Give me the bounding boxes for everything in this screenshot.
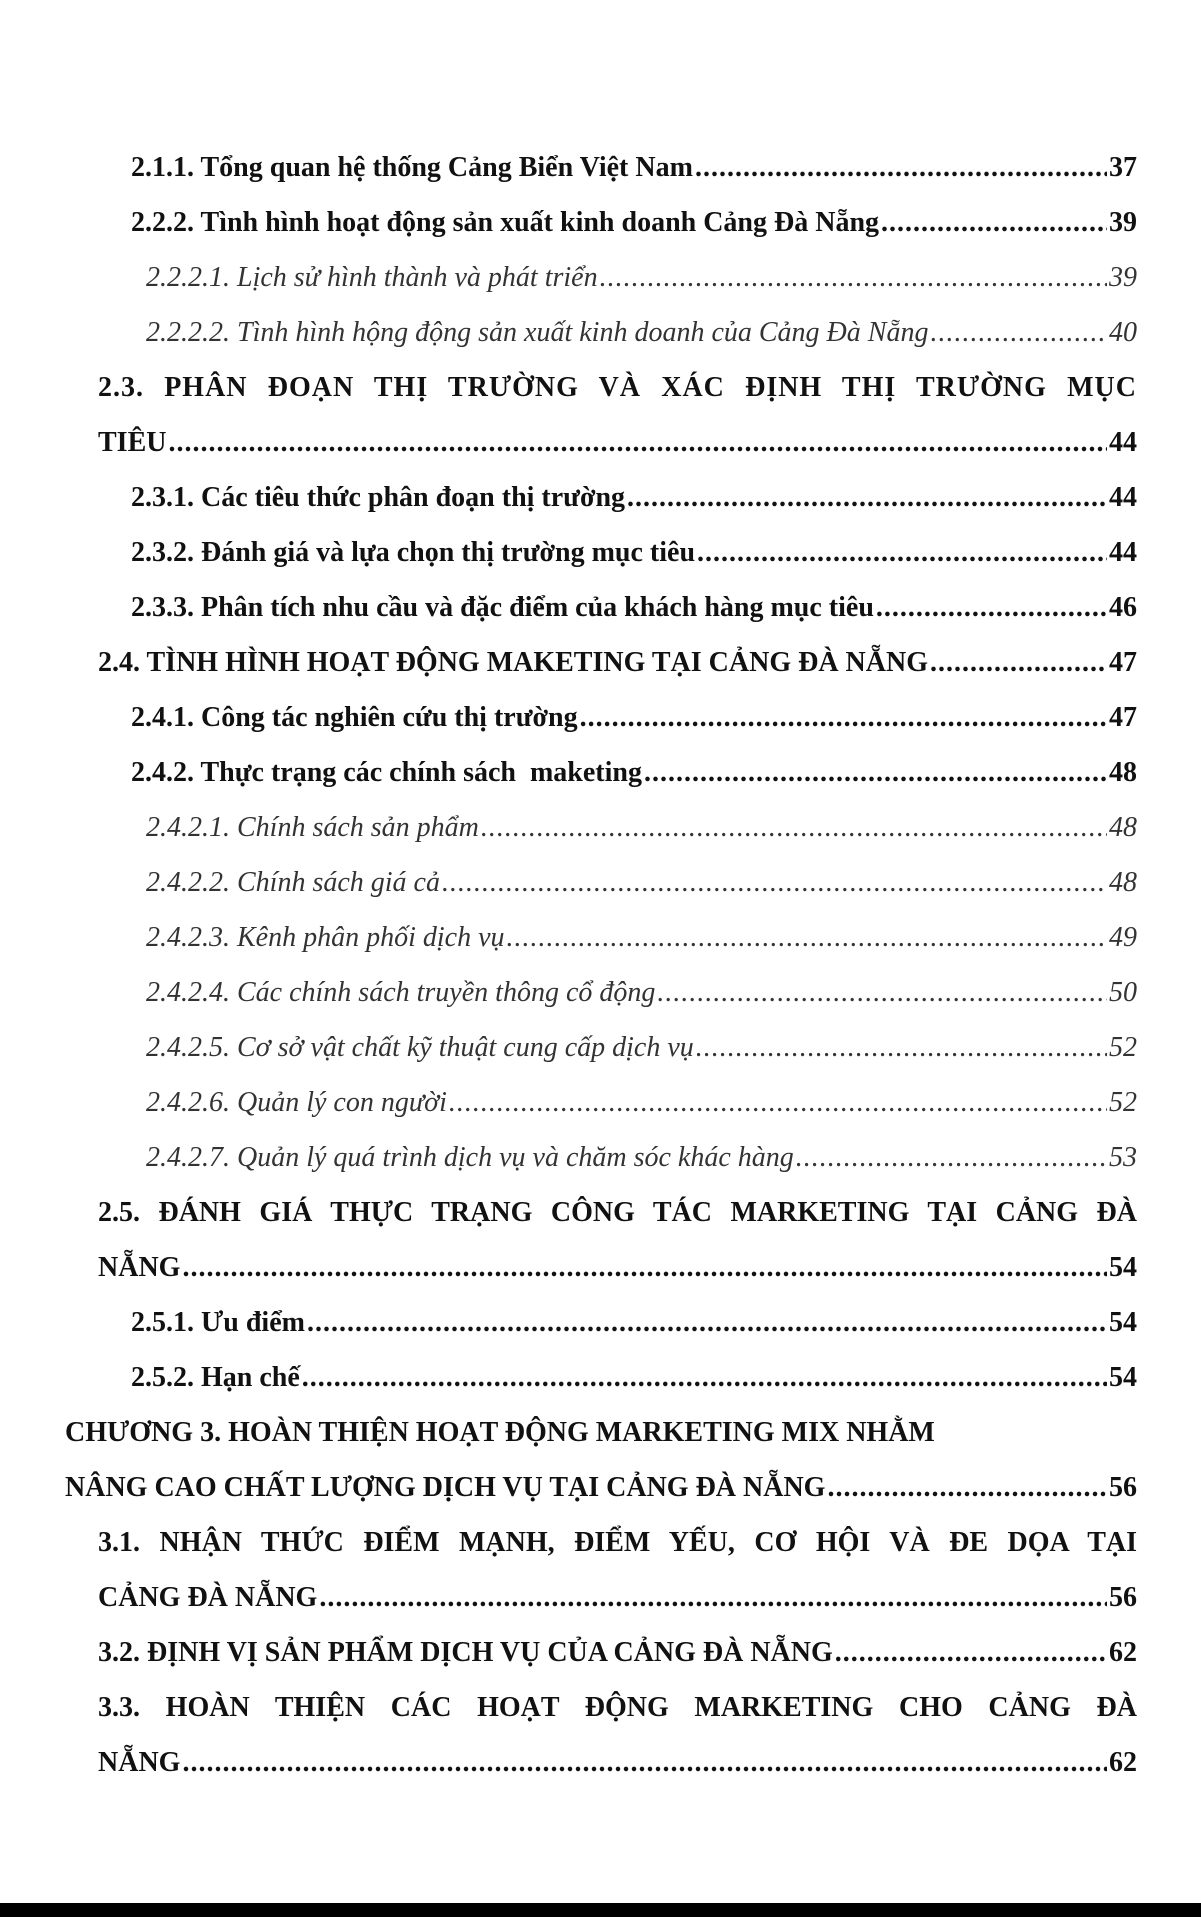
toc-entry-title: NẴNG <box>98 1252 181 1283</box>
toc-entry[interactable] <box>0 1185 1201 1240</box>
toc-entry-title: TIÊU <box>98 427 167 458</box>
toc-entry-page: 53 <box>1109 1142 1137 1173</box>
dot-leader <box>930 305 1107 360</box>
dot-leader <box>695 140 1107 195</box>
toc-entry-page: 40 <box>1109 317 1137 348</box>
toc-entry-continuation[interactable] <box>0 1240 1201 1295</box>
toc-entry[interactable] <box>0 305 1201 360</box>
toc-entry-title: NẴNG <box>98 1747 181 1778</box>
toc-entry[interactable] <box>0 1075 1201 1130</box>
toc-entry-page: 39 <box>1109 262 1137 293</box>
toc-entry-page: 50 <box>1109 977 1137 1008</box>
toc-entry[interactable] <box>0 195 1201 250</box>
toc-entry-title: 2.4.2.1. Chính sách sản phẩm <box>146 812 479 843</box>
toc-entry-title: 2.4.2.4. Các chính sách truyền thông cổ động <box>146 977 656 1008</box>
toc-entry-title: 2.4.1. Công tác nghiên cứu thị trường <box>131 702 578 733</box>
toc-entry-title: CHƯƠNG 3. HOÀN THIỆN HOẠT ĐỘNG MARKETING MIX NHẰM <box>65 1417 935 1448</box>
toc-entry[interactable] <box>0 635 1201 690</box>
dot-leader <box>627 470 1107 525</box>
toc-entry-page: 56 <box>1109 1472 1137 1503</box>
toc-entry[interactable] <box>0 1020 1201 1075</box>
toc-entry[interactable] <box>0 360 1201 415</box>
dot-leader <box>644 745 1107 800</box>
toc-entry-continuation[interactable] <box>0 1460 1201 1515</box>
toc-entry[interactable] <box>0 525 1201 580</box>
dot-leader <box>835 1625 1107 1680</box>
toc-entry-page: 48 <box>1109 757 1137 788</box>
toc-entry-page: 47 <box>1109 702 1137 733</box>
toc-entry-page: 48 <box>1109 812 1137 843</box>
toc-entry[interactable] <box>0 1515 1201 1570</box>
toc-entry-title: 2.4.2. Thực trạng các chính sách maketing <box>131 757 642 788</box>
toc-entry-title: 2.2.2. Tình hình hoạt động sản xuất kinh doanh Cảng Đà Nẵng <box>131 207 880 238</box>
toc-entry-title: 2.4.2.7. Quản lý quá trình dịch vụ và chăm sóc khác hàng <box>146 1142 794 1173</box>
toc-entry-page: 39 <box>1109 207 1137 238</box>
toc-entry-page: 44 <box>1109 482 1137 513</box>
toc-entry-page: 46 <box>1109 592 1137 623</box>
toc-entry-page: 47 <box>1109 647 1137 678</box>
toc-entry-page: 56 <box>1109 1582 1137 1613</box>
toc-entry-title: 2.2.2.2. Tình hình hộng động sản xuất kinh doanh của Cảng Đà Nẵng <box>146 317 929 348</box>
toc-entry-title: 2.5. ĐÁNH GIÁ THỰC TRẠNG CÔNG TÁC MARKETING TẠI CẢNG ĐÀ <box>98 1197 1137 1228</box>
toc-entry-page: 48 <box>1109 867 1137 898</box>
toc-entry[interactable] <box>0 745 1201 800</box>
toc-entry-page: 52 <box>1109 1087 1137 1118</box>
toc-entry[interactable] <box>0 690 1201 745</box>
dot-leader <box>481 800 1107 855</box>
dot-leader <box>442 855 1107 910</box>
dot-leader <box>930 635 1107 690</box>
dot-leader <box>827 1460 1107 1515</box>
dot-leader <box>307 1295 1107 1350</box>
toc-entry-title: 3.3. HOÀN THIỆN CÁC HOẠT ĐỘNG MARKETING CHO CẢNG ĐÀ <box>98 1692 1137 1723</box>
toc-entry-page: 49 <box>1109 922 1137 953</box>
toc-entry-title: 2.4.2.5. Cơ sở vật chất kỹ thuật cung cấp dịch vụ <box>146 1032 694 1063</box>
dot-leader <box>657 965 1107 1020</box>
dot-leader <box>876 580 1107 635</box>
dot-leader <box>697 525 1107 580</box>
toc-entry-title: 2.4.2.2. Chính sách giá cả <box>146 867 440 898</box>
toc-entry[interactable] <box>0 1625 1201 1680</box>
toc-entry-title: 2.4.2.6. Quản lý con người <box>146 1087 447 1118</box>
toc-entry-title: 2.3.2. Đánh giá và lựa chọn thị trường mục tiêu <box>131 537 696 568</box>
toc-entry[interactable] <box>0 1130 1201 1185</box>
toc-entry[interactable] <box>0 1350 1201 1405</box>
dot-leader <box>881 195 1107 250</box>
toc-entry-title: 2.3. PHÂN ĐOẠN THỊ TRƯỜNG VÀ XÁC ĐỊNH THỊ TRƯỜNG MỤC <box>98 372 1137 403</box>
dot-leader <box>319 1570 1107 1625</box>
dot-leader <box>302 1350 1107 1405</box>
toc-entry-page: 54 <box>1109 1307 1137 1338</box>
page-bottom-edge <box>0 1903 1201 1917</box>
toc-entry[interactable] <box>0 580 1201 635</box>
toc-entry[interactable] <box>0 965 1201 1020</box>
toc-entry[interactable] <box>0 910 1201 965</box>
toc-entry[interactable] <box>0 1295 1201 1350</box>
toc-entry-page: 37 <box>1109 152 1137 183</box>
toc-entry[interactable] <box>0 1680 1201 1735</box>
dot-leader <box>182 1735 1107 1790</box>
toc-entry[interactable] <box>0 470 1201 525</box>
dot-leader <box>600 250 1107 305</box>
toc-entry-continuation[interactable] <box>0 415 1201 470</box>
toc-entry-title: NÂNG CAO CHẤT LƯỢNG DỊCH VỤ TẠI CẢNG ĐÀ NẴNG <box>65 1472 826 1503</box>
toc-entry-page: 62 <box>1109 1747 1137 1778</box>
toc-entry-title: 2.1.1. Tổng quan hệ thống Cảng Biển Việt Nam <box>131 152 693 183</box>
toc-entry-page: 52 <box>1109 1032 1137 1063</box>
toc-entry-title: 2.4.2.3. Kênh phân phối dịch vụ <box>146 922 505 953</box>
dot-leader <box>449 1075 1107 1130</box>
toc-entry-page: 62 <box>1109 1637 1137 1668</box>
dot-leader <box>696 1020 1107 1075</box>
dot-leader <box>168 415 1107 470</box>
toc-entry-page: 54 <box>1109 1252 1137 1283</box>
toc-entry-title: 2.4. TÌNH HÌNH HOẠT ĐỘNG MAKETING TẠI CẢNG ĐÀ NẴNG <box>98 647 928 678</box>
dot-leader <box>796 1130 1107 1185</box>
toc-entry-title: 2.5.2. Hạn chế <box>131 1362 300 1393</box>
toc-entry-chapter[interactable] <box>0 1405 1201 1460</box>
toc-entry-title: 2.2.2.1. Lịch sử hình thành và phát triển <box>146 262 598 293</box>
toc-entry[interactable] <box>0 800 1201 855</box>
toc-entry-title: 3.1. NHẬN THỨC ĐIỂM MẠNH, ĐIỂM YẾU, CƠ HỘI VÀ ĐE DỌA TẠI <box>98 1527 1137 1558</box>
toc-entry-continuation[interactable] <box>0 1735 1201 1790</box>
toc-entry-title: 2.3.3. Phân tích nhu cầu và đặc điểm của khách hàng mục tiêu <box>131 592 874 623</box>
toc-entry-title: CẢNG ĐÀ NẴNG <box>98 1582 318 1613</box>
toc-entry-title: 2.5.1. Ưu điểm <box>131 1307 305 1338</box>
toc-entry-title: 2.3.1. Các tiêu thức phân đoạn thị trường <box>131 482 626 513</box>
toc-entry-page: 44 <box>1109 537 1137 568</box>
toc-entry-page: 54 <box>1109 1362 1137 1393</box>
dot-leader <box>507 910 1107 965</box>
dot-leader <box>580 690 1107 745</box>
toc-entry[interactable] <box>0 140 1201 195</box>
toc-entry-continuation[interactable] <box>0 1570 1201 1625</box>
toc-entry-page: 44 <box>1109 427 1137 458</box>
dot-leader <box>182 1240 1107 1295</box>
toc-entry-title: 3.2. ĐỊNH VỊ SẢN PHẨM DỊCH VỤ CỦA CẢNG ĐÀ NẴNG <box>98 1637 833 1668</box>
toc-entry[interactable] <box>0 855 1201 910</box>
table-of-contents <box>0 140 1201 1790</box>
toc-entry[interactable] <box>0 250 1201 305</box>
